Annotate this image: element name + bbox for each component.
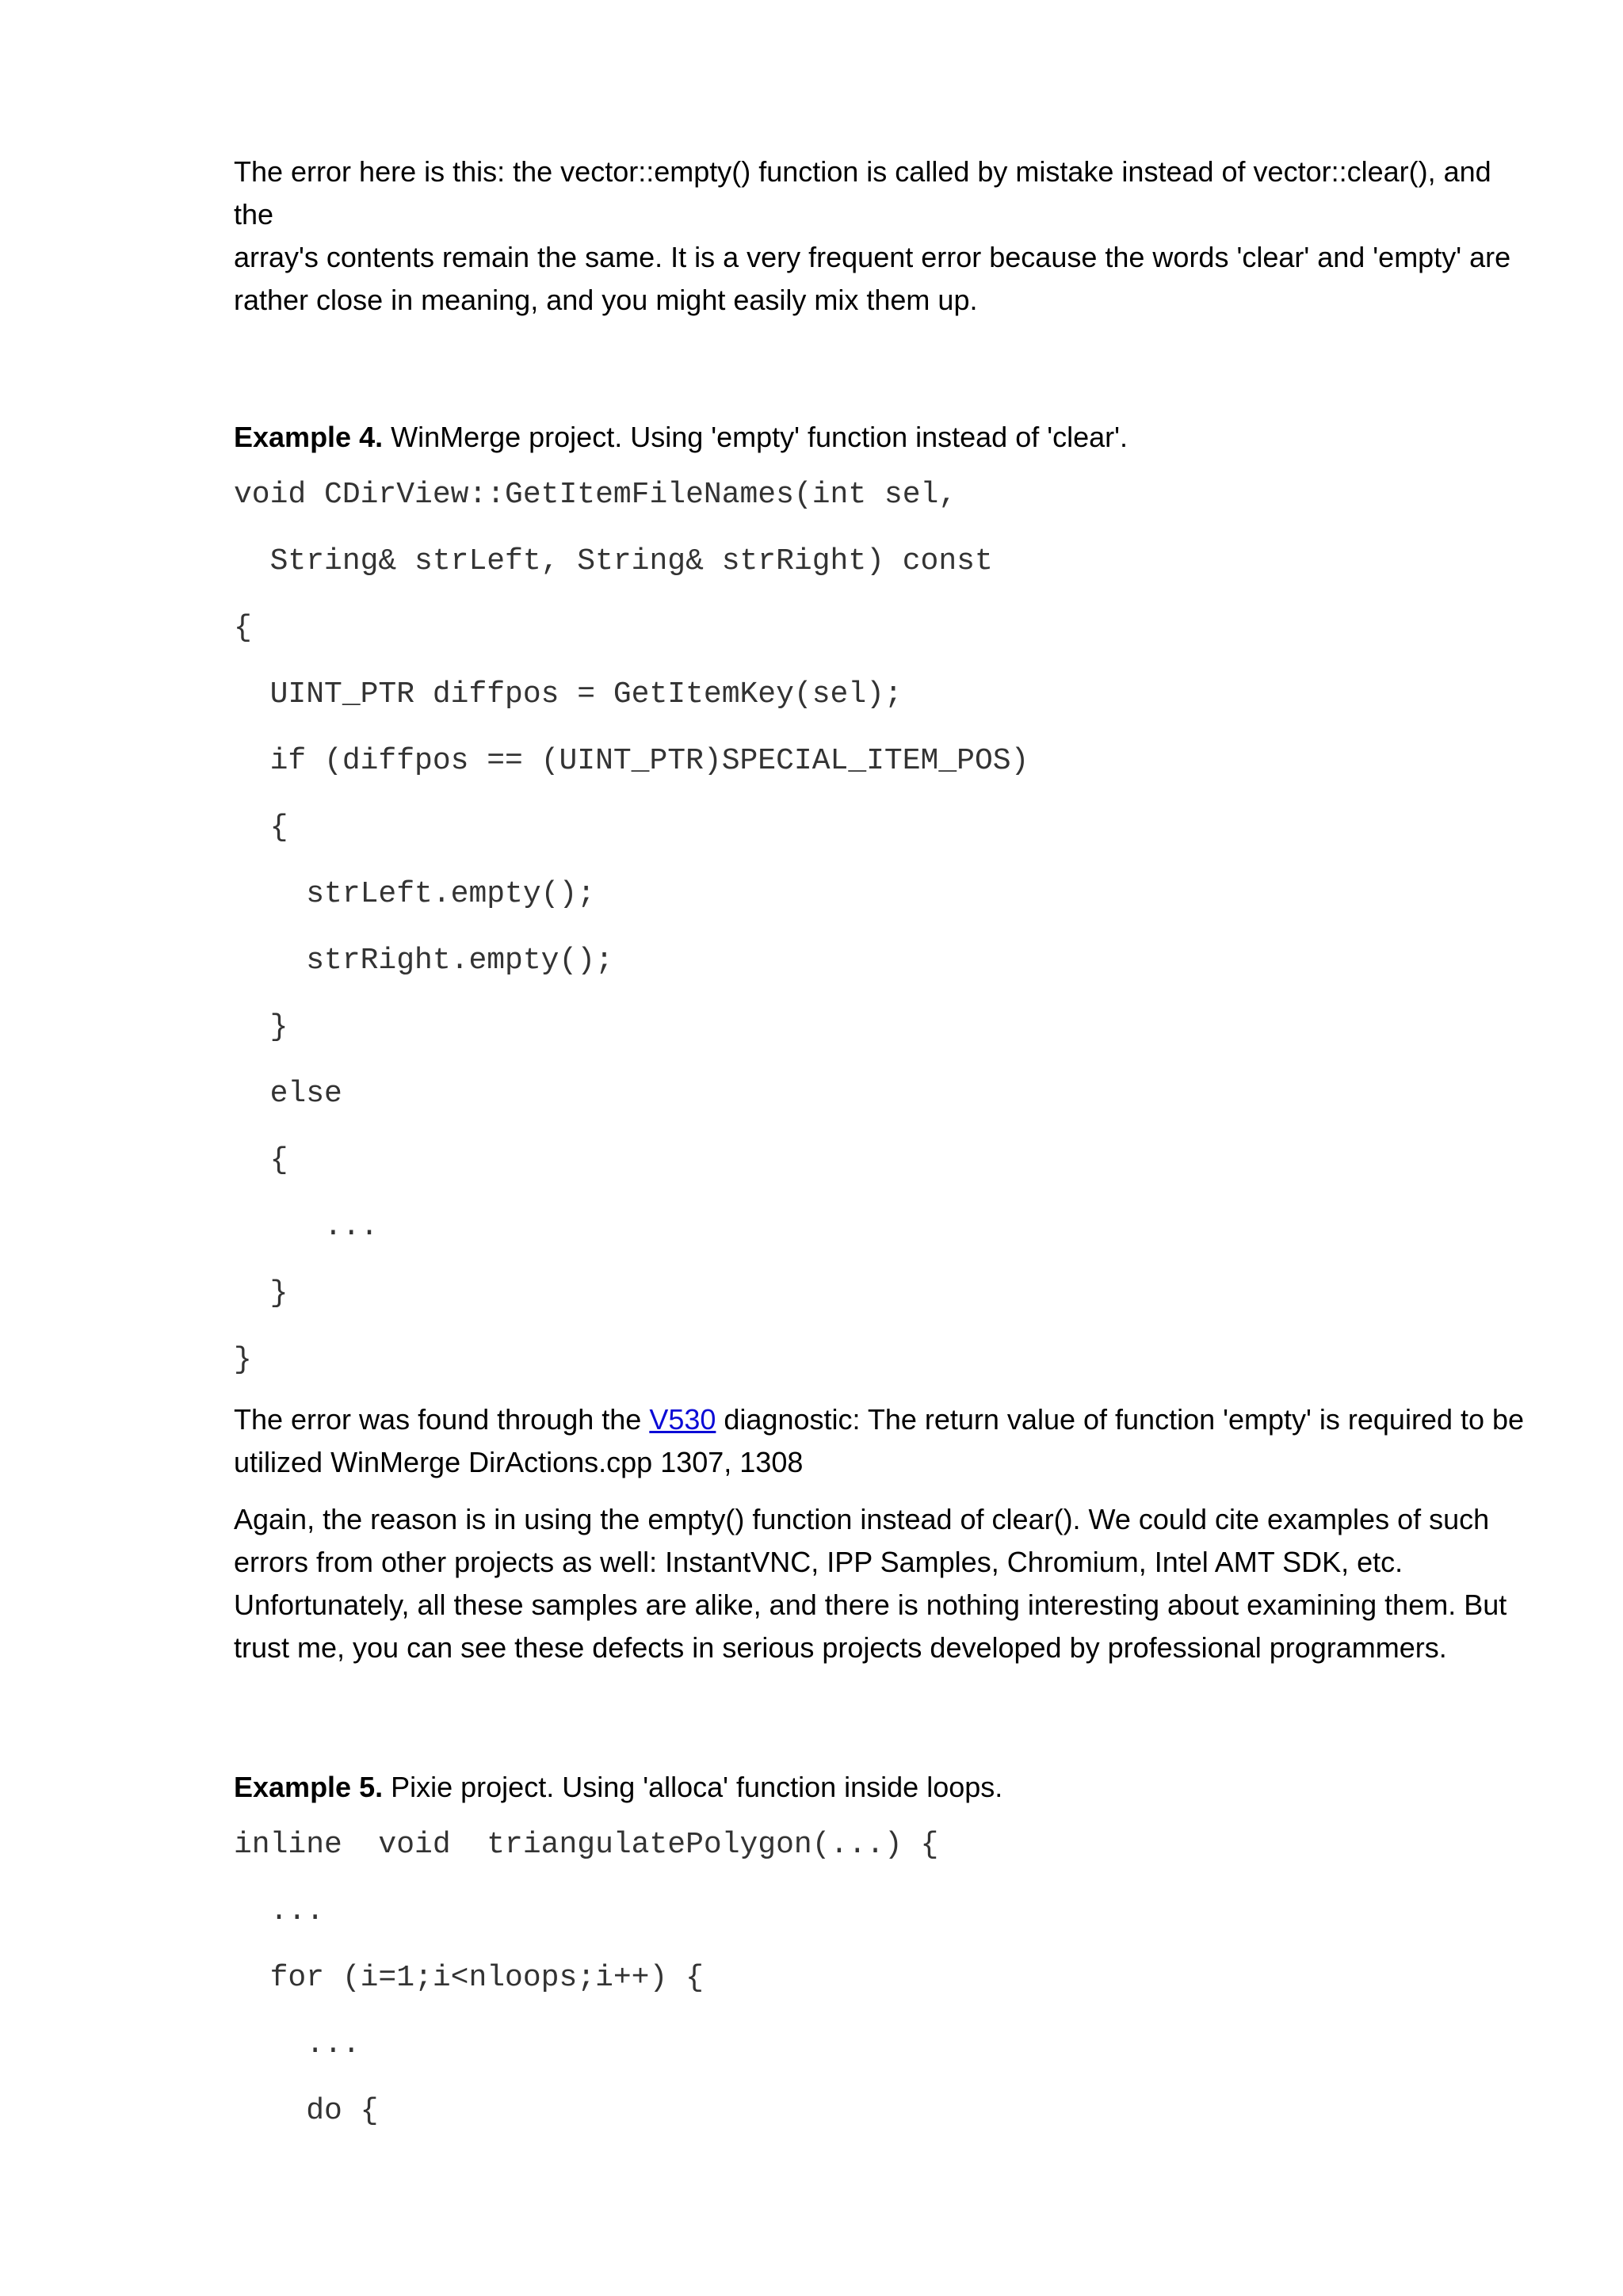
example-5-label: Example 5. <box>234 1771 384 1803</box>
code-line: } <box>234 1010 288 1044</box>
code-line: } <box>234 1343 252 1377</box>
code-line: { <box>234 810 288 845</box>
intro-line-2: array's contents remain the same. It is a very frequent error because the words 'clear' and 'empty' are <box>234 241 1511 273</box>
code-line: inline void triangulatePolygon(...) { <box>234 1828 939 1862</box>
code-line: String& strLeft, String& strRight) const <box>234 544 993 578</box>
diagnostic-suffix: diagnostic: The return value of function 'empty' is required to be <box>716 1403 1525 1436</box>
code-line: if (diffpos == (UINT_PTR)SPECIAL_ITEM_POS) <box>234 744 1029 778</box>
code-line: ... <box>234 1894 325 1928</box>
code-line: strRight.empty(); <box>234 944 613 978</box>
example-4-label: Example 4. <box>234 421 384 453</box>
diagnostic-line-2: utilized WinMerge DirActions.cpp 1307, 1308 <box>234 1446 804 1478</box>
code-line: for (i=1;i<nloops;i++) { <box>234 1961 704 1995</box>
intro-line-3: rather close in meaning, and you might easily mix them up. <box>234 284 978 316</box>
again-paragraph <box>234 1498 1533 1669</box>
example-4-title: WinMerge project. Using 'empty' function instead of 'clear'. <box>383 421 1128 453</box>
intro-paragraph <box>234 151 1533 322</box>
code-line: void CDirView::GetItemFileNames(int sel, <box>234 478 957 512</box>
example-5-title: Pixie project. Using 'alloca' function inside loops. <box>383 1771 1003 1803</box>
code-line: else <box>234 1077 342 1111</box>
page-content <box>234 151 1533 2145</box>
code-line: do { <box>234 2094 379 2128</box>
v530-link[interactable]: V530 <box>649 1403 716 1436</box>
code-line: } <box>234 1276 288 1310</box>
example-5-heading <box>234 1766 1533 1809</box>
code-line: { <box>234 611 252 645</box>
example-4-code-block <box>234 462 1533 1394</box>
code-line: ... <box>234 2027 361 2061</box>
code-line: ... <box>234 1210 379 1244</box>
again-line-4: trust me, you can see these defects in serious projects developed by professional programmers. <box>234 1631 1447 1664</box>
intro-line-1: The error here is this: the vector::empty() function is called by mistake instead of vector::clear(), and the <box>234 155 1491 231</box>
again-line-1: Again, the reason is in using the empty() function instead of clear(). We could cite examples of such <box>234 1503 1490 1535</box>
example-4-heading <box>234 416 1533 459</box>
code-line: { <box>234 1143 288 1177</box>
diagnostic-paragraph <box>234 1398 1533 1484</box>
code-line: strLeft.empty(); <box>234 877 596 911</box>
diagnostic-prefix: The error was found through the <box>234 1403 650 1436</box>
again-line-3: Unfortunately, all these samples are alike, and there is nothing interesting about examining them. But <box>234 1589 1507 1621</box>
again-line-2: errors from other projects as well: InstantVNC, IPP Samples, Chromium, Intel AMT SDK, etc. <box>234 1546 1403 1578</box>
code-line: UINT_PTR diffpos = GetItemKey(sel); <box>234 677 903 711</box>
example-5-code-block <box>234 1812 1533 2145</box>
diagnostic-line-1 <box>234 1398 1533 1441</box>
